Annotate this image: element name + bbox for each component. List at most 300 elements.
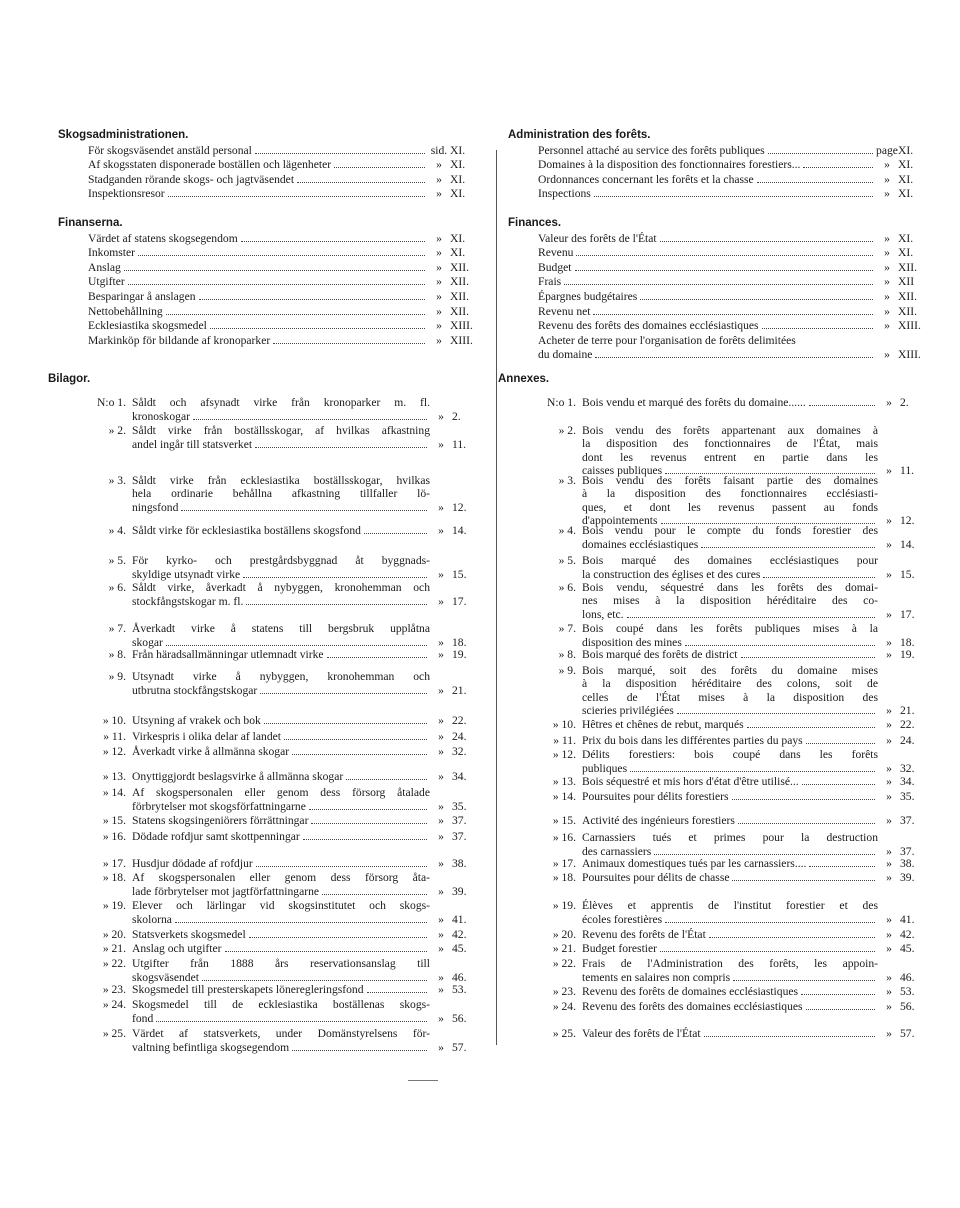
annex-text: Onyttiggjordt beslagsvirke å allmänna skogar — [132, 770, 344, 784]
toc-entry[interactable] — [538, 303, 930, 318]
ditto-mark: » — [436, 231, 442, 245]
annex-entry[interactable] — [62, 871, 482, 898]
ditto-mark: » — [438, 745, 444, 759]
annex-body — [582, 648, 930, 661]
annex-body — [582, 857, 930, 870]
annex-entry[interactable] — [512, 664, 930, 717]
annex-line — [132, 581, 482, 594]
annex-body — [132, 396, 482, 423]
annex-text: Af skogspersonalen eller genom dess försorg åta- — [132, 871, 430, 884]
annex-body — [582, 775, 930, 788]
page-number: XII — [898, 275, 915, 289]
entry-text: du domaine — [538, 348, 593, 362]
annex-text: Hêtres et chênes de rebut, marqués — [582, 718, 744, 732]
annex-number: » 21. — [102, 942, 126, 955]
annex-number: » 9. — [558, 664, 576, 677]
annex-text: Statsverkets skogsmedel — [132, 928, 246, 942]
annex-number: » 19. — [102, 899, 126, 912]
annex-number: » 20. — [102, 928, 126, 941]
page-number: 38. — [452, 857, 467, 871]
annex-entry[interactable] — [512, 942, 930, 955]
annex-text: Revenu des forêts des domaines ecclésiastiques — [582, 1000, 803, 1014]
dot-leader — [322, 894, 427, 895]
annex-entry[interactable] — [512, 424, 930, 477]
annex-body — [132, 770, 482, 783]
column-divider — [496, 150, 497, 1045]
page-number: 32. — [900, 761, 915, 775]
annex-text: écoles forestières — [582, 912, 663, 926]
annex-number: » 12. — [102, 745, 126, 758]
annex-title: Bilagor. — [48, 373, 91, 385]
annex-number: » 17. — [102, 857, 126, 870]
annex-body — [132, 786, 482, 813]
annex-line — [582, 814, 930, 827]
ditto-mark: » — [886, 718, 892, 732]
dot-leader — [202, 980, 427, 981]
toc-entry[interactable] — [88, 303, 482, 318]
annex-line — [582, 437, 930, 450]
dot-leader — [803, 167, 873, 168]
toc-entry[interactable] — [88, 186, 482, 201]
page-number: XII. — [450, 275, 469, 289]
ditto-mark: » — [884, 231, 890, 245]
toc-entry-continuation[interactable] — [538, 347, 930, 362]
ditto-mark: » — [886, 912, 892, 926]
dot-leader — [264, 723, 427, 724]
entry-text: Revenu des forêts des domaines ecclésiastiques — [538, 319, 759, 333]
annex-body — [132, 670, 482, 697]
dot-leader — [677, 713, 875, 714]
annex-text: Bois marqué des domaines ecclésiastiques pour — [582, 554, 878, 567]
annex-body — [132, 942, 482, 955]
toc-entry[interactable] — [88, 157, 482, 172]
annex-number: » 21. — [552, 942, 576, 955]
dot-leader — [297, 182, 425, 183]
annex-entry[interactable] — [62, 942, 482, 955]
toc-entry[interactable] — [538, 274, 930, 289]
annex-entry[interactable] — [62, 581, 482, 608]
annex-body — [582, 871, 930, 884]
entry-text: Anslag — [88, 260, 121, 274]
annex-entry[interactable] — [512, 871, 930, 884]
annex-text: Bois vendu des forêts appartenant aux domaines à — [582, 424, 878, 437]
ditto-mark: » — [886, 857, 892, 871]
annex-text: Skogsmedel till de ecklesiastika boställenas skogs- — [132, 998, 430, 1011]
annex-line — [582, 677, 930, 690]
dot-leader — [665, 922, 875, 923]
dot-leader — [292, 754, 427, 755]
annex-entry[interactable] — [512, 581, 930, 621]
annex-text: förbrytelser mot skogsförfattningarne — [132, 799, 306, 813]
toc-entry[interactable] — [88, 288, 482, 303]
toc-entry[interactable] — [538, 259, 930, 274]
annex-text: Åverkadt virke å allmänna skogar — [132, 745, 290, 759]
ditto-mark: » — [886, 734, 892, 748]
entry-text: Acheter de terre pour l'organisation de forêts delimitées — [538, 333, 796, 347]
annex-entry[interactable] — [512, 814, 930, 827]
annex-entry[interactable] — [512, 831, 930, 858]
annex-body — [132, 745, 482, 758]
section-title: Finanserna. — [58, 217, 123, 229]
ditto-mark: » — [884, 275, 890, 289]
annex-entry[interactable] — [512, 899, 930, 926]
entry-text: Inspections — [538, 187, 591, 201]
annex-body — [132, 730, 482, 743]
annex-entry[interactable] — [62, 622, 482, 649]
annex-body — [582, 524, 930, 551]
page-number: 11. — [452, 437, 467, 451]
annex-line — [132, 474, 482, 487]
dot-leader — [346, 779, 427, 780]
annex-entry[interactable] — [62, 424, 482, 451]
entry-text: Frais — [538, 275, 562, 289]
annex-number: » 15. — [552, 814, 576, 827]
annex-line — [582, 487, 930, 500]
toc-entry[interactable] — [88, 259, 482, 274]
annex-entry[interactable] — [62, 1027, 482, 1054]
annex-entry[interactable] — [62, 670, 482, 697]
dot-leader — [168, 196, 425, 197]
dot-leader — [801, 994, 875, 995]
dot-leader — [806, 1009, 875, 1010]
page-number: 15. — [452, 567, 467, 581]
annex-body — [582, 622, 930, 649]
dot-leader — [138, 255, 425, 256]
dot-leader — [273, 343, 425, 344]
ditto-mark: » — [886, 514, 892, 528]
annex-entry[interactable] — [512, 396, 930, 409]
toc-entry[interactable] — [88, 318, 482, 333]
annex-entry[interactable] — [62, 857, 482, 870]
annex-line — [132, 409, 482, 422]
annex-entry[interactable] — [512, 857, 930, 870]
annex-number: » 6. — [558, 581, 576, 594]
annex-line — [132, 814, 482, 827]
entry-text: Revenu net — [538, 304, 591, 318]
page-number: 19. — [452, 648, 467, 662]
ditto-mark: » — [438, 970, 444, 984]
page-number: XI. — [898, 187, 914, 201]
annex-line — [132, 594, 482, 607]
annex-line — [132, 424, 482, 437]
entry-text: Besparingar å anslagen — [88, 289, 196, 303]
ditto-mark: » — [438, 928, 444, 942]
annex-number: » 13. — [102, 770, 126, 783]
page-number: XI. — [898, 158, 914, 172]
ditto-mark: » — [884, 289, 890, 303]
annex-entry[interactable] — [512, 554, 930, 581]
page-number: 15. — [900, 567, 915, 581]
annex-text: à la disposition des fonctionnaires ecclésiasti- — [582, 487, 878, 501]
toc-section — [58, 216, 482, 347]
dot-leader — [763, 577, 875, 578]
toc-entry[interactable] — [538, 245, 930, 260]
ditto-mark: » — [886, 567, 892, 581]
annex-text: tements en salaires non compris — [582, 970, 731, 984]
entry-text: För skogsväsendet anstäld personal — [88, 143, 252, 157]
toc-entry[interactable] — [88, 230, 482, 245]
toc-entry[interactable] — [538, 186, 930, 201]
dot-leader — [249, 937, 427, 938]
annex-text: caisses publiques — [582, 464, 663, 478]
annex-line — [132, 730, 482, 743]
annex-number: » 19. — [552, 899, 576, 912]
dot-leader — [175, 922, 427, 923]
annex-body — [132, 714, 482, 727]
toc-entry[interactable] — [88, 142, 482, 157]
annex-title: Annexes. — [498, 373, 550, 385]
toc-entry[interactable] — [538, 332, 930, 347]
annex-number: » 2. — [558, 424, 576, 437]
annex-entry[interactable] — [512, 734, 930, 747]
dot-leader — [210, 328, 425, 329]
annex-body — [132, 814, 482, 827]
ditto-mark: » — [438, 648, 444, 662]
annex-text: lons, etc. — [582, 607, 624, 621]
annex-number: » 23. — [552, 985, 576, 998]
dot-leader — [685, 645, 875, 646]
page-number: 21. — [900, 704, 915, 718]
annex-entry[interactable] — [512, 622, 930, 649]
ditto-mark: » — [886, 648, 892, 662]
annex-number: » 11. — [553, 734, 576, 747]
toc-entry[interactable] — [88, 245, 482, 260]
dot-leader — [747, 727, 875, 728]
annex-body — [132, 857, 482, 870]
annex-line — [582, 970, 930, 983]
annex-entry[interactable] — [512, 985, 930, 998]
annex-entry[interactable] — [62, 957, 482, 984]
page-number: 57. — [452, 1040, 467, 1054]
ditto-mark: » — [438, 567, 444, 581]
annex-entry[interactable] — [62, 648, 482, 661]
annex-line — [582, 567, 930, 580]
annex-line — [582, 942, 930, 955]
page-number: 35. — [452, 799, 467, 813]
annex-entry[interactable] — [62, 899, 482, 926]
annex-entry[interactable] — [512, 1027, 930, 1040]
page-number: XII. — [450, 304, 469, 318]
annex-entry[interactable] — [62, 830, 482, 843]
toc-entry[interactable] — [538, 171, 930, 186]
annex-body — [582, 718, 930, 731]
page-number: 17. — [452, 594, 467, 608]
annex-line — [132, 884, 482, 897]
ditto-mark: » — [886, 607, 892, 621]
page-number: XI. — [898, 231, 914, 245]
page-number: XII. — [898, 304, 917, 318]
annex-text: stockfångstskogar m. fl. — [132, 594, 244, 608]
annex-text: fond — [132, 1011, 154, 1025]
annex-entry[interactable] — [62, 745, 482, 758]
annex-text: utbrutna stockfångstskogar — [132, 683, 258, 697]
toc-entry[interactable] — [538, 288, 930, 303]
annex-number: » 10. — [552, 718, 576, 731]
annex-text: la disposition des fonctionnaires de l'État, mais — [582, 437, 878, 451]
annex-text: Bois vendu, séquestré dans les forêts des domai- — [582, 581, 878, 594]
annex-number: » 7. — [558, 622, 576, 635]
annex-entry[interactable] — [62, 928, 482, 941]
toc-entry[interactable] — [538, 230, 930, 245]
dot-leader — [757, 182, 873, 183]
entry-text: Markinköp för bildande af kronoparker — [88, 333, 271, 347]
ditto-mark: » — [886, 970, 892, 984]
dot-leader — [166, 645, 427, 646]
ditto-mark: sid. — [430, 143, 448, 157]
annex-entry[interactable] — [512, 790, 930, 803]
annex-text: Élèves et apprentis de l'institut forestier et des — [582, 899, 878, 912]
annex-line — [582, 985, 930, 998]
annex-body — [582, 985, 930, 998]
annex-body — [132, 524, 482, 537]
page-number: XI. — [450, 231, 466, 245]
annex-line — [582, 1000, 930, 1013]
ditto-mark: » — [884, 246, 890, 260]
annex-body — [132, 622, 482, 649]
ditto-mark: » — [886, 635, 892, 649]
dot-leader — [564, 284, 873, 285]
ditto-mark: » — [884, 172, 890, 186]
page-number: 37. — [900, 844, 915, 858]
page-number: XIII. — [898, 319, 921, 333]
annex-text: Revenu des forêts de domaines ecclésiastiques — [582, 985, 799, 999]
annex-line — [132, 770, 482, 783]
dot-leader — [303, 839, 427, 840]
annex-number: » 2. — [108, 424, 126, 437]
annex-entry[interactable] — [512, 775, 930, 788]
annex-entry[interactable] — [62, 474, 482, 514]
toc-entry[interactable] — [538, 318, 930, 333]
annex-line — [132, 487, 482, 500]
ditto-mark: » — [886, 814, 892, 828]
page-number: XII. — [898, 260, 917, 274]
annex-line — [132, 524, 482, 537]
annex-entry[interactable] — [62, 554, 482, 581]
toc-entry[interactable] — [538, 142, 930, 157]
toc-entry[interactable] — [88, 274, 482, 289]
dot-leader — [627, 617, 875, 618]
annex-text: Statens skogsingeniörers förrättningar — [132, 814, 309, 828]
ditto-mark: » — [886, 775, 892, 789]
annex-number: » 22. — [102, 957, 126, 970]
ditto-mark: » — [436, 246, 442, 260]
page-number: 2. — [452, 409, 461, 423]
page-number: 46. — [900, 970, 915, 984]
annex-number: » 5. — [108, 554, 126, 567]
annex-number: » 9. — [108, 670, 126, 683]
annex-body — [582, 396, 930, 409]
dot-leader — [246, 604, 427, 605]
section-title: Administration des forêts. — [508, 129, 651, 141]
annex-number: » 14. — [552, 790, 576, 803]
annex-entry[interactable] — [62, 730, 482, 743]
toc-section — [508, 128, 930, 201]
annex-line — [582, 474, 930, 487]
annex-entry[interactable] — [62, 786, 482, 813]
annex-body — [132, 424, 482, 451]
annex-entry[interactable] — [62, 814, 482, 827]
annex-text: celles de l'État mises à la disposition des — [582, 690, 878, 704]
annex-entry[interactable] — [62, 714, 482, 727]
annex-text: Carnassiers tués et primes pour la destruction — [582, 831, 878, 844]
page-number: 53. — [452, 983, 467, 997]
dot-leader — [738, 823, 875, 824]
annex-entry[interactable] — [62, 998, 482, 1025]
page-number: 24. — [900, 734, 915, 748]
annex-number: » 7. — [108, 622, 126, 635]
toc-entry[interactable] — [88, 171, 482, 186]
dot-leader — [660, 951, 875, 952]
page-number: XIII. — [450, 319, 473, 333]
annex-entry[interactable] — [512, 957, 930, 984]
annex-text: Anslag och utgifter — [132, 942, 222, 956]
page-number: 53. — [900, 985, 915, 999]
ditto-mark: » — [436, 260, 442, 274]
dot-leader — [199, 299, 425, 300]
annex-text: Bois séquestré et mis hors d'état d'être utilisé... — [582, 775, 799, 789]
annex-body — [582, 899, 930, 926]
annex-text: Utsynadt virke å nybyggen, kronohemman och — [132, 670, 430, 683]
annex-text: Såldt och afsynadt virke från kronoparker m. fl. — [132, 396, 430, 409]
dot-leader — [654, 854, 875, 855]
annex-body — [132, 871, 482, 898]
page-number: 57. — [900, 1027, 915, 1041]
annex-entry[interactable] — [62, 770, 482, 783]
annex-text: skogsväsendet — [132, 970, 199, 984]
annex-entry[interactable] — [62, 524, 482, 537]
dot-leader — [732, 799, 875, 800]
annex-number: » 11. — [103, 730, 126, 743]
page-number: 41. — [452, 912, 467, 926]
annex-entry[interactable] — [512, 928, 930, 941]
annex-entry[interactable] — [62, 983, 482, 996]
annex-line — [582, 622, 930, 635]
annex-body — [132, 830, 482, 843]
annex-entry[interactable] — [512, 648, 930, 661]
annex-line — [582, 871, 930, 884]
page-number: 56. — [900, 1000, 915, 1014]
annex-line — [132, 501, 482, 514]
dot-leader — [309, 809, 427, 810]
page-number: 34. — [900, 775, 915, 789]
page-number: 11. — [900, 464, 915, 478]
annex-text: Bois marqué des forêts de district — [582, 648, 738, 662]
annex-number: » 14. — [102, 786, 126, 799]
entry-text: Épargnes budgétaires — [538, 289, 638, 303]
annex-entry[interactable] — [512, 748, 930, 775]
annex-entry[interactable] — [512, 474, 930, 527]
ditto-mark: » — [438, 714, 444, 728]
dot-leader — [640, 299, 873, 300]
annex-entry[interactable] — [512, 718, 930, 731]
page-number: XI. — [450, 143, 466, 157]
toc-entry[interactable] — [538, 157, 930, 172]
annex-text: För kyrko- och prestgårdsbyggnad åt byggnads- — [132, 554, 430, 567]
annex-line — [132, 714, 482, 727]
closing-rule — [408, 1080, 438, 1081]
annex-entry[interactable] — [512, 524, 930, 551]
ditto-mark: » — [438, 799, 444, 813]
ditto-mark: » — [886, 1000, 892, 1014]
annex-text: à la disposition héréditaire des colons, soit de — [582, 677, 878, 691]
annex-line — [582, 790, 930, 803]
annex-entry[interactable] — [62, 396, 482, 423]
annex-entry[interactable] — [512, 1000, 930, 1013]
annex-text: disposition des mines — [582, 635, 682, 649]
ditto-mark: » — [886, 985, 892, 999]
dot-leader — [630, 771, 875, 772]
toc-entry[interactable] — [88, 332, 482, 347]
